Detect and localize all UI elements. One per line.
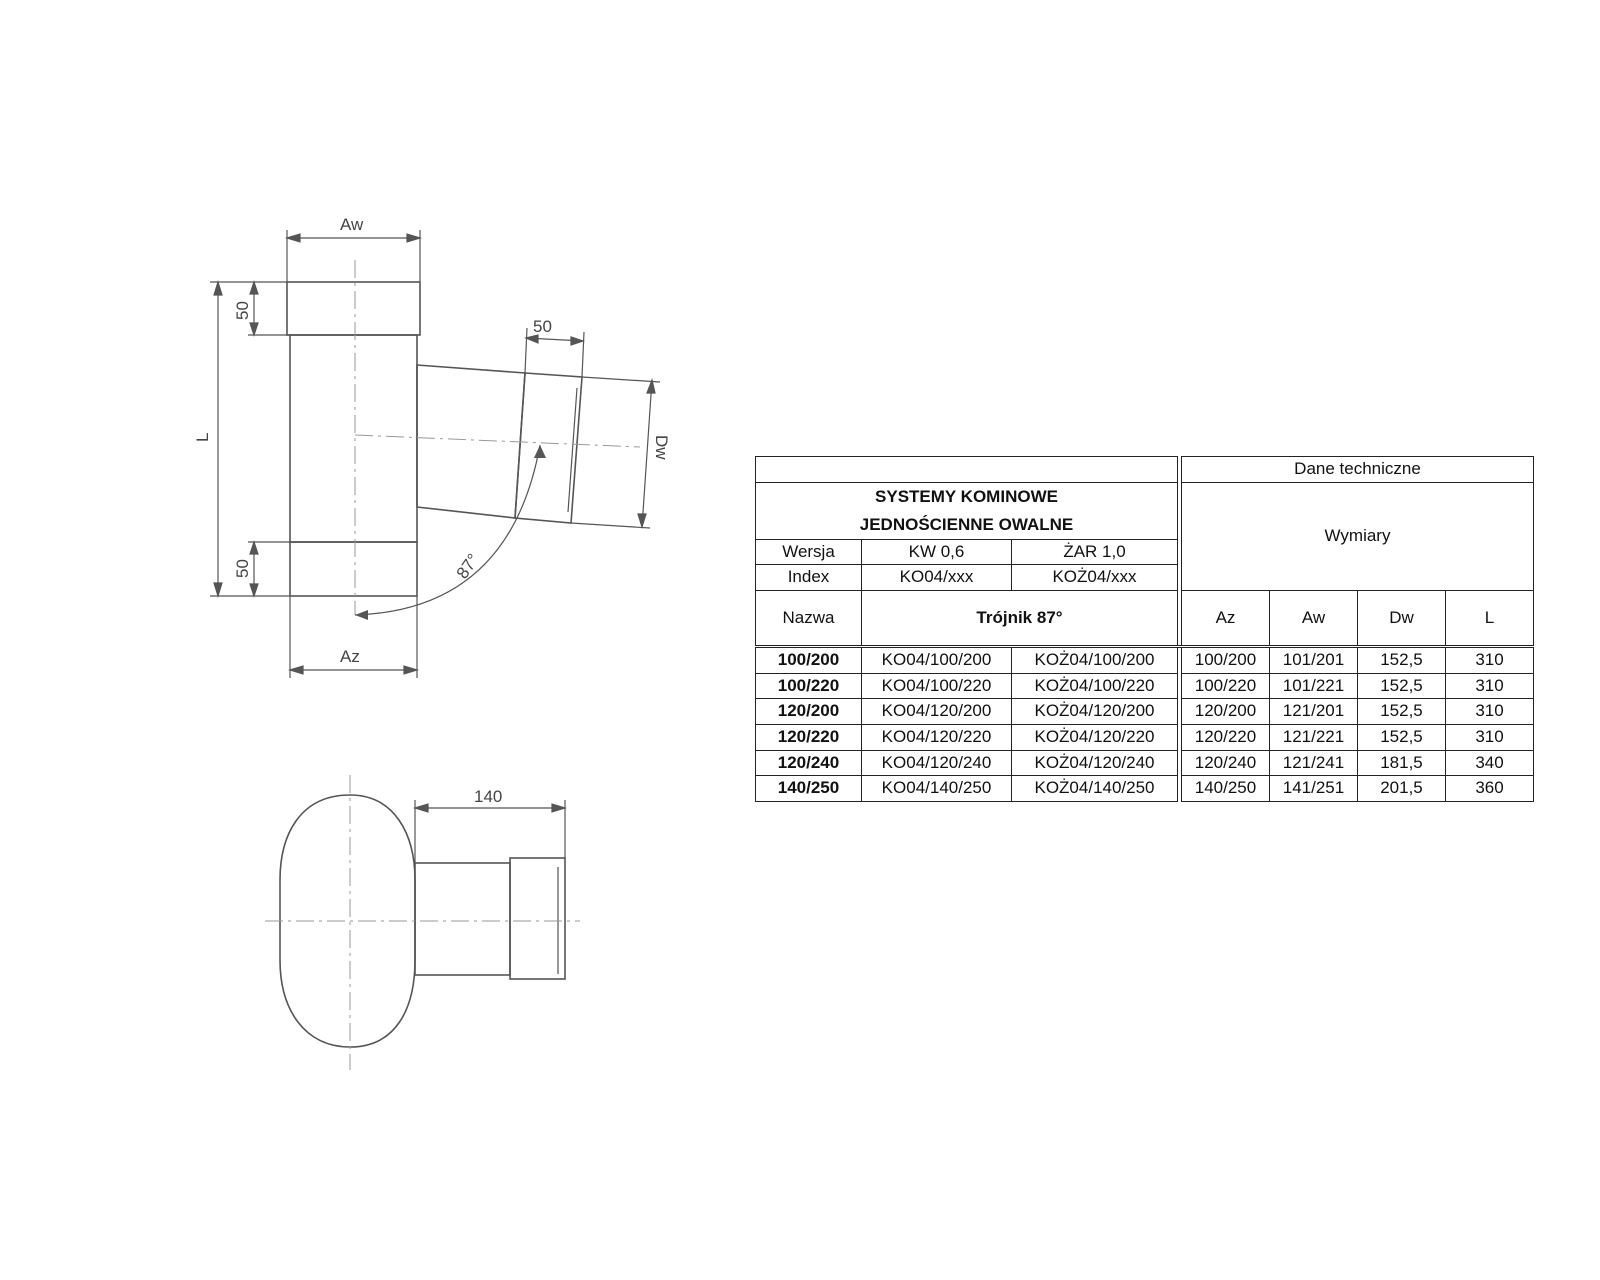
row-az: 120/200	[1182, 699, 1270, 725]
wymiary-header: Wymiary	[1182, 482, 1534, 590]
row-dw: 152,5	[1358, 673, 1446, 699]
system-title-line1: SYSTEMY KOMINOWE	[875, 486, 1058, 506]
angle-arrowhead-bottom	[355, 610, 368, 620]
row-az: 100/200	[1182, 647, 1270, 674]
row-az: 100/220	[1182, 673, 1270, 699]
row-dw: 201,5	[1358, 776, 1446, 802]
row-aw: 121/241	[1270, 750, 1358, 776]
l-label: L	[193, 432, 212, 442]
row-aw: 121/221	[1270, 724, 1358, 750]
dw-dimension-line	[642, 380, 652, 527]
table-row	[756, 724, 1534, 750]
row-index-kw: KO04/140/250	[862, 776, 1012, 802]
row-name: 100/220	[756, 673, 862, 699]
fifty-top-label: 50	[233, 301, 252, 320]
col-header-az: Az	[1182, 591, 1270, 647]
row-l: 310	[1446, 647, 1534, 674]
row-l: 360	[1446, 776, 1534, 802]
wersja-label: Wersja	[756, 539, 862, 565]
main-pipe-body	[290, 335, 417, 542]
bottom-socket	[290, 542, 417, 596]
angle-arrowhead-top	[534, 445, 546, 458]
row-dw: 152,5	[1358, 724, 1446, 750]
angle-label: 87°	[452, 550, 484, 583]
az-label: Az	[340, 647, 360, 666]
row-name: 100/200	[756, 647, 862, 674]
row-name: 120/220	[756, 724, 862, 750]
row-l: 310	[1446, 673, 1534, 699]
tech-spec-table	[755, 456, 1534, 802]
table-row	[756, 699, 1534, 725]
dane-techniczne-header: Dane techniczne	[1182, 457, 1534, 483]
nazwa-label: Nazwa	[756, 591, 862, 647]
row-index-zar: KOŻ04/120/220	[1012, 724, 1178, 750]
row-aw: 141/251	[1270, 776, 1358, 802]
row-aw: 121/201	[1270, 699, 1358, 725]
branch-centerline	[355, 435, 640, 447]
branch-socket-top-view	[510, 858, 565, 979]
top-socket	[287, 282, 420, 335]
table-header-row	[756, 457, 1534, 483]
row-index-kw: KO04/120/200	[862, 699, 1012, 725]
row-az: 120/240	[1182, 750, 1270, 776]
row-index-kw: KO04/100/220	[862, 673, 1012, 699]
table-row	[756, 647, 1534, 674]
row-index-zar: KOŻ04/140/250	[1012, 776, 1178, 802]
system-title-line2: JEDNOŚCIENNE OWALNE	[859, 514, 1074, 534]
col-header-dw: Dw	[1358, 591, 1446, 647]
row-name: 120/200	[756, 699, 862, 725]
length-140-label: 140	[474, 787, 503, 806]
row-az: 120/220	[1182, 724, 1270, 750]
row-index-kw: KO04/120/240	[862, 750, 1012, 776]
row-l: 310	[1446, 724, 1534, 750]
row-l: 310	[1446, 699, 1534, 725]
index-zar: KOŻ04/xxx	[1012, 565, 1178, 591]
row-index-zar: KOŻ04/120/240	[1012, 750, 1178, 776]
tee-side-view-drawing	[190, 210, 690, 700]
angle-arc	[355, 445, 540, 615]
row-index-zar: KOŻ04/120/200	[1012, 699, 1178, 725]
row-dw: 181,5	[1358, 750, 1446, 776]
table-row	[756, 776, 1534, 802]
dw-label: Dw	[652, 435, 671, 460]
wersja-zar: ŻAR 1,0	[1012, 539, 1178, 565]
row-dw: 152,5	[1358, 647, 1446, 674]
row-aw: 101/201	[1270, 647, 1358, 674]
row-az: 140/250	[1182, 776, 1270, 802]
row-name: 140/250	[756, 776, 862, 802]
fifty-branch-label: 50	[533, 317, 552, 336]
index-kw: KO04/xxx	[862, 565, 1012, 591]
col-header-aw: Aw	[1270, 591, 1358, 647]
table-row	[756, 673, 1534, 699]
system-title-cell	[756, 482, 1178, 539]
aw-label: Aw	[340, 215, 364, 234]
row-l: 340	[1446, 750, 1534, 776]
product-name: Trójnik 87°	[862, 591, 1178, 647]
tee-top-view-drawing	[260, 775, 600, 1075]
row-name: 120/240	[756, 750, 862, 776]
row-index-kw: KO04/120/220	[862, 724, 1012, 750]
table-row	[756, 750, 1534, 776]
fifty-bottom-label: 50	[233, 559, 252, 578]
row-index-kw: KO04/100/200	[862, 647, 1012, 674]
col-header-l: L	[1446, 591, 1534, 647]
branch-pipe-top-view	[415, 863, 510, 975]
wersja-kw: KW 0,6	[862, 539, 1012, 565]
index-label: Index	[756, 565, 862, 591]
row-index-zar: KOŻ04/100/200	[1012, 647, 1178, 674]
row-index-zar: KOŻ04/100/220	[1012, 673, 1178, 699]
row-dw: 152,5	[1358, 699, 1446, 725]
row-aw: 101/221	[1270, 673, 1358, 699]
branch-pipe	[417, 365, 525, 518]
